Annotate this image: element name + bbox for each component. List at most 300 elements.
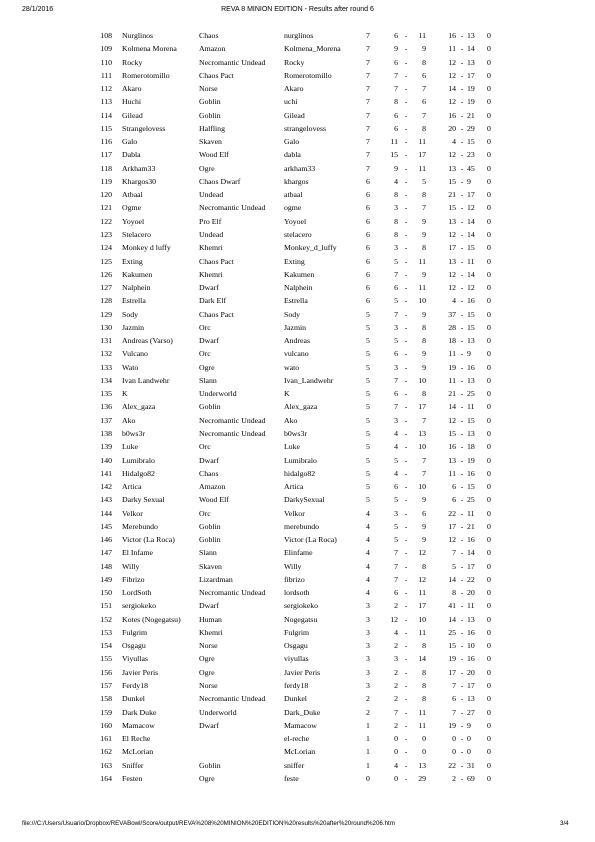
points-cell: 3 — [366, 667, 370, 677]
separator: - — [404, 641, 408, 651]
rank-cell: 142 — [100, 482, 112, 492]
wins-cell: 4 — [394, 627, 398, 637]
wins-cell: 6 — [394, 349, 398, 359]
extra-cell: 0 — [487, 415, 491, 425]
losses-cell: 8 — [422, 57, 426, 67]
td-for-cell: 11 — [448, 468, 456, 478]
wins-cell: 4 — [394, 176, 398, 186]
coach-name: Sniffer — [122, 760, 144, 770]
race-name: Goblin — [199, 521, 221, 531]
extra-cell: 0 — [487, 110, 491, 120]
team-name: Fulgrim — [284, 627, 310, 637]
separator: - — [404, 601, 408, 611]
td-for-cell: 12 — [448, 70, 456, 80]
rank-cell: 117 — [100, 150, 112, 160]
coach-name: Romerotomillo — [122, 70, 170, 80]
rank-cell: 135 — [100, 389, 112, 399]
td-against-cell: 25 — [467, 495, 475, 505]
extra-cell: 0 — [487, 256, 491, 266]
separator: - — [404, 362, 408, 372]
losses-cell: 0 — [422, 734, 426, 744]
rank-cell: 159 — [100, 707, 112, 717]
points-cell: 7 — [366, 97, 370, 107]
team-name: Gilead — [284, 110, 305, 120]
extra-cell: 0 — [487, 760, 491, 770]
points-cell: 3 — [366, 641, 370, 651]
team-name: Nalphein — [284, 283, 313, 293]
extra-cell: 0 — [487, 535, 491, 545]
td-against-cell: 12 — [467, 283, 475, 293]
coach-name: Merebundo — [122, 521, 158, 531]
team-name: K — [284, 389, 290, 399]
team-name: vulcano — [284, 349, 309, 359]
wins-cell: 3 — [394, 203, 398, 213]
td-against-cell: 15 — [467, 415, 475, 425]
losses-cell: 8 — [422, 561, 426, 571]
td-against-cell: 13 — [467, 31, 475, 40]
separator: - — [460, 97, 464, 107]
rank-cell: 164 — [100, 773, 112, 783]
race-name: Slann — [199, 548, 217, 558]
race-name: Norse — [199, 641, 218, 651]
race-name: Norse — [199, 84, 218, 94]
separator: - — [460, 773, 464, 783]
separator: - — [404, 57, 408, 67]
separator: - — [460, 256, 464, 266]
team-name: DarkySexual — [284, 495, 325, 505]
points-cell: 7 — [366, 57, 370, 67]
separator: - — [404, 654, 408, 664]
coach-name: Khargos30 — [122, 176, 157, 186]
rank-cell: 146 — [100, 535, 112, 545]
race-name: Ogre — [199, 362, 215, 372]
coach-name: Vulcano — [122, 349, 148, 359]
separator: - — [460, 601, 464, 611]
coach-name: Festen — [122, 773, 143, 783]
rank-cell: 151 — [100, 601, 112, 611]
coach-name: LordSoth — [122, 588, 152, 598]
td-against-cell: 13 — [467, 694, 475, 704]
race-name: Goblin — [199, 97, 221, 107]
wins-cell: 7 — [394, 561, 398, 571]
td-for-cell: 12 — [448, 269, 456, 279]
points-cell: 3 — [366, 614, 370, 624]
rank-cell: 141 — [100, 468, 112, 478]
team-name: Yoyoel — [284, 216, 307, 226]
table-row — [0, 228, 595, 241]
losses-cell: 10 — [418, 614, 426, 624]
td-against-cell: 23 — [467, 150, 475, 160]
points-cell: 6 — [366, 216, 370, 226]
coach-name: Sody — [122, 309, 139, 319]
points-cell: 5 — [366, 389, 370, 399]
extra-cell: 0 — [487, 627, 491, 637]
race-name: Orc — [199, 508, 211, 518]
team-name: Romerotomillo — [284, 70, 332, 80]
rank-cell: 137 — [100, 415, 112, 425]
table-row — [0, 533, 595, 546]
separator: - — [460, 349, 464, 359]
separator: - — [404, 681, 408, 691]
losses-cell: 14 — [418, 654, 426, 664]
table-row — [0, 586, 595, 599]
rank-cell: 115 — [100, 123, 112, 133]
coach-name: McLorian — [122, 747, 154, 757]
extra-cell: 0 — [487, 349, 491, 359]
separator: - — [404, 508, 408, 518]
td-against-cell: 13 — [467, 614, 475, 624]
td-for-cell: 25 — [448, 627, 456, 637]
separator: - — [460, 176, 464, 186]
points-cell: 0 — [366, 773, 370, 783]
race-name: Goblin — [199, 760, 221, 770]
points-cell: 4 — [366, 574, 370, 584]
separator: - — [404, 415, 408, 425]
extra-cell: 0 — [487, 614, 491, 624]
points-cell: 6 — [366, 283, 370, 293]
separator: - — [404, 322, 408, 332]
extra-cell: 0 — [487, 309, 491, 319]
coach-name: Osgagu — [122, 641, 146, 651]
td-against-cell: 29 — [467, 123, 475, 133]
td-for-cell: 6 — [452, 495, 456, 505]
separator: - — [460, 216, 464, 226]
separator: - — [404, 535, 408, 545]
td-for-cell: 14 — [448, 84, 456, 94]
td-against-cell: 17 — [467, 561, 475, 571]
extra-cell: 0 — [487, 375, 491, 385]
separator: - — [460, 322, 464, 332]
points-cell: 5 — [366, 349, 370, 359]
extra-cell: 0 — [487, 389, 491, 399]
td-for-cell: 14 — [448, 574, 456, 584]
coach-name: Estrella — [122, 296, 146, 306]
coach-name: Willy — [122, 561, 140, 571]
td-against-cell: 15 — [467, 137, 475, 147]
separator: - — [404, 243, 408, 253]
page-title: REVA 8 MINION EDITION - Results after round 6 — [221, 6, 374, 13]
td-for-cell: 12 — [448, 97, 456, 107]
wins-cell: 6 — [394, 110, 398, 120]
separator: - — [404, 747, 408, 757]
coach-name: Lumibralo — [122, 455, 155, 465]
race-name: Norse — [199, 681, 218, 691]
team-name: lordsoth — [284, 588, 310, 598]
race-name: Chaos Pact — [199, 70, 234, 80]
table-row — [0, 308, 595, 321]
points-cell: 6 — [366, 229, 370, 239]
points-cell: 1 — [366, 734, 370, 744]
extra-cell: 0 — [487, 97, 491, 107]
race-name: Ogre — [199, 654, 215, 664]
td-for-cell: 14 — [448, 614, 456, 624]
separator: - — [460, 720, 464, 730]
separator: - — [460, 137, 464, 147]
table-row — [0, 507, 595, 520]
race-name: Dwarf — [199, 601, 219, 611]
points-cell: 5 — [366, 468, 370, 478]
points-cell: 3 — [366, 654, 370, 664]
wins-cell: 3 — [394, 508, 398, 518]
separator: - — [460, 31, 464, 40]
race-name: Khemri — [199, 627, 223, 637]
separator: - — [460, 203, 464, 213]
extra-cell: 0 — [487, 588, 491, 598]
coach-name: Galo — [122, 137, 138, 147]
td-against-cell: 16 — [467, 654, 475, 664]
td-against-cell: 15 — [467, 482, 475, 492]
wins-cell: 7 — [394, 548, 398, 558]
wins-cell: 6 — [394, 588, 398, 598]
extra-cell: 0 — [487, 428, 491, 438]
separator: - — [460, 150, 464, 160]
td-against-cell: 19 — [467, 97, 475, 107]
race-name: Necromantic Undead — [199, 57, 266, 67]
td-against-cell: 15 — [467, 243, 475, 253]
race-name: Chaos Pact — [199, 309, 234, 319]
losses-cell: 9 — [422, 495, 426, 505]
td-for-cell: 20 — [448, 123, 456, 133]
separator: - — [404, 375, 408, 385]
coach-name: Akaro — [122, 84, 142, 94]
table-row — [0, 109, 595, 122]
table-row — [0, 42, 595, 55]
td-against-cell: 0 — [467, 747, 471, 757]
race-name: Amazon — [199, 44, 226, 54]
points-cell: 3 — [366, 681, 370, 691]
rank-cell: 140 — [100, 455, 112, 465]
table-row — [0, 732, 595, 745]
losses-cell: 8 — [422, 322, 426, 332]
wins-cell: 7 — [394, 269, 398, 279]
extra-cell: 0 — [487, 521, 491, 531]
wins-cell: 2 — [394, 694, 398, 704]
team-name: arkham33 — [284, 163, 316, 173]
td-for-cell: 12 — [448, 229, 456, 239]
table-row — [0, 427, 595, 440]
points-cell: 5 — [366, 375, 370, 385]
team-name: Rocky — [284, 57, 305, 67]
wins-cell: 2 — [394, 667, 398, 677]
race-name: Ogre — [199, 163, 215, 173]
team-name: Exting — [284, 256, 305, 266]
points-cell: 6 — [366, 203, 370, 213]
table-row — [0, 135, 595, 148]
separator: - — [404, 667, 408, 677]
table-row — [0, 719, 595, 732]
table-row — [0, 294, 595, 307]
team-name: Alex_gaza — [284, 402, 318, 412]
points-cell: 7 — [366, 44, 370, 54]
losses-cell: 7 — [422, 455, 426, 465]
coach-name: Exting — [122, 256, 143, 266]
losses-cell: 11 — [418, 707, 426, 717]
td-against-cell: 27 — [467, 707, 475, 717]
rank-cell: 113 — [100, 97, 112, 107]
extra-cell: 0 — [487, 667, 491, 677]
losses-cell: 11 — [418, 588, 426, 598]
wins-cell: 2 — [394, 601, 398, 611]
extra-cell: 0 — [487, 216, 491, 226]
separator: - — [404, 482, 408, 492]
table-row — [0, 56, 595, 69]
extra-cell: 0 — [487, 322, 491, 332]
table-row — [0, 573, 595, 586]
separator: - — [404, 283, 408, 293]
extra-cell: 0 — [487, 495, 491, 505]
coach-name: b0ws3r — [122, 428, 145, 438]
rank-cell: 149 — [100, 574, 112, 584]
rank-cell: 133 — [100, 362, 112, 372]
td-against-cell: 9 — [467, 720, 471, 730]
team-name: Mamacow — [284, 720, 317, 730]
separator: - — [404, 309, 408, 319]
wins-cell: 5 — [394, 521, 398, 531]
td-for-cell: 12 — [448, 535, 456, 545]
extra-cell: 0 — [487, 336, 491, 346]
separator: - — [404, 468, 408, 478]
td-against-cell: 21 — [467, 110, 475, 120]
separator: - — [460, 760, 464, 770]
race-name: Amazon — [199, 482, 226, 492]
separator: - — [404, 190, 408, 200]
separator: - — [460, 389, 464, 399]
rank-cell: 132 — [100, 349, 112, 359]
separator: - — [404, 229, 408, 239]
table-row — [0, 745, 595, 758]
race-name: Khemri — [199, 269, 223, 279]
separator: - — [404, 123, 408, 133]
td-against-cell: 11 — [467, 508, 475, 518]
separator: - — [460, 84, 464, 94]
team-name: Dark_Duke — [284, 707, 321, 717]
td-against-cell: 14 — [467, 269, 475, 279]
losses-cell: 6 — [422, 97, 426, 107]
table-row — [0, 347, 595, 360]
separator: - — [404, 349, 408, 359]
extra-cell: 0 — [487, 190, 491, 200]
coach-name: Dark Duke — [122, 707, 157, 717]
td-for-cell: 0 — [452, 747, 456, 757]
separator: - — [404, 256, 408, 266]
points-cell: 6 — [366, 256, 370, 266]
coach-name: Rocky — [122, 57, 143, 67]
points-cell: 3 — [366, 627, 370, 637]
table-row — [0, 454, 595, 467]
td-against-cell: 9 — [467, 349, 471, 359]
points-cell: 7 — [366, 110, 370, 120]
table-row — [0, 546, 595, 559]
wins-cell: 2 — [394, 720, 398, 730]
points-cell: 7 — [366, 70, 370, 80]
td-for-cell: 41 — [448, 601, 456, 611]
points-cell: 1 — [366, 747, 370, 757]
wins-cell: 7 — [394, 375, 398, 385]
points-cell: 6 — [366, 190, 370, 200]
team-name: Ako — [284, 415, 298, 425]
losses-cell: 11 — [418, 137, 426, 147]
team-name: Akaro — [284, 84, 304, 94]
losses-cell: 10 — [418, 375, 426, 385]
team-name: Osgagu — [284, 641, 308, 651]
rank-cell: 148 — [100, 561, 112, 571]
coach-name: Javier Peris — [122, 667, 159, 677]
separator: - — [460, 508, 464, 518]
table-row — [0, 692, 595, 705]
separator: - — [460, 667, 464, 677]
td-for-cell: 13 — [448, 455, 456, 465]
losses-cell: 8 — [422, 667, 426, 677]
wins-cell: 3 — [394, 415, 398, 425]
table-row — [0, 321, 595, 334]
rank-cell: 163 — [100, 760, 112, 770]
extra-cell: 0 — [487, 468, 491, 478]
race-name: Dwarf — [199, 336, 219, 346]
race-name: Ogre — [199, 667, 215, 677]
td-against-cell: 20 — [467, 667, 475, 677]
points-cell: 5 — [366, 428, 370, 438]
points-cell: 7 — [366, 137, 370, 147]
race-name: Chaos Dwarf — [199, 176, 241, 186]
losses-cell: 17 — [418, 601, 426, 611]
table-row — [0, 201, 595, 214]
separator: - — [460, 521, 464, 531]
race-name: Dwarf — [199, 283, 219, 293]
table-row — [0, 188, 595, 201]
separator: - — [460, 588, 464, 598]
extra-cell: 0 — [487, 163, 491, 173]
results-table — [0, 29, 595, 785]
rank-cell: 150 — [100, 588, 112, 598]
extra-cell: 0 — [487, 44, 491, 54]
wins-cell: 5 — [394, 256, 398, 266]
separator: - — [404, 442, 408, 452]
td-for-cell: 37 — [448, 309, 456, 319]
separator: - — [404, 548, 408, 558]
separator: - — [460, 442, 464, 452]
race-name: Dwarf — [199, 720, 219, 730]
separator: - — [460, 123, 464, 133]
wins-cell: 7 — [394, 707, 398, 717]
race-name: Necromantic Undead — [199, 203, 266, 213]
separator: - — [404, 614, 408, 624]
extra-cell: 0 — [487, 137, 491, 147]
race-name: Chaos — [199, 468, 219, 478]
separator: - — [460, 70, 464, 80]
rank-cell: 126 — [100, 269, 112, 279]
separator: - — [460, 747, 464, 757]
td-against-cell: 22 — [467, 574, 475, 584]
td-for-cell: 17 — [448, 243, 456, 253]
points-cell: 7 — [366, 84, 370, 94]
td-against-cell: 11 — [467, 601, 475, 611]
separator: - — [460, 654, 464, 664]
team-name: Jazmin — [284, 322, 307, 332]
rank-cell: 130 — [100, 322, 112, 332]
team-name: Estrella — [284, 296, 308, 306]
td-for-cell: 22 — [448, 508, 456, 518]
team-name: Sody — [284, 309, 301, 319]
race-name: Orc — [199, 322, 211, 332]
losses-cell: 7 — [422, 84, 426, 94]
wins-cell: 4 — [394, 760, 398, 770]
team-name: Monkey_d_luffy — [284, 243, 337, 253]
rank-cell: 144 — [100, 508, 112, 518]
wins-cell: 15 — [390, 150, 398, 160]
td-for-cell: 12 — [448, 57, 456, 67]
wins-cell: 0 — [394, 773, 398, 783]
points-cell: 3 — [366, 601, 370, 611]
